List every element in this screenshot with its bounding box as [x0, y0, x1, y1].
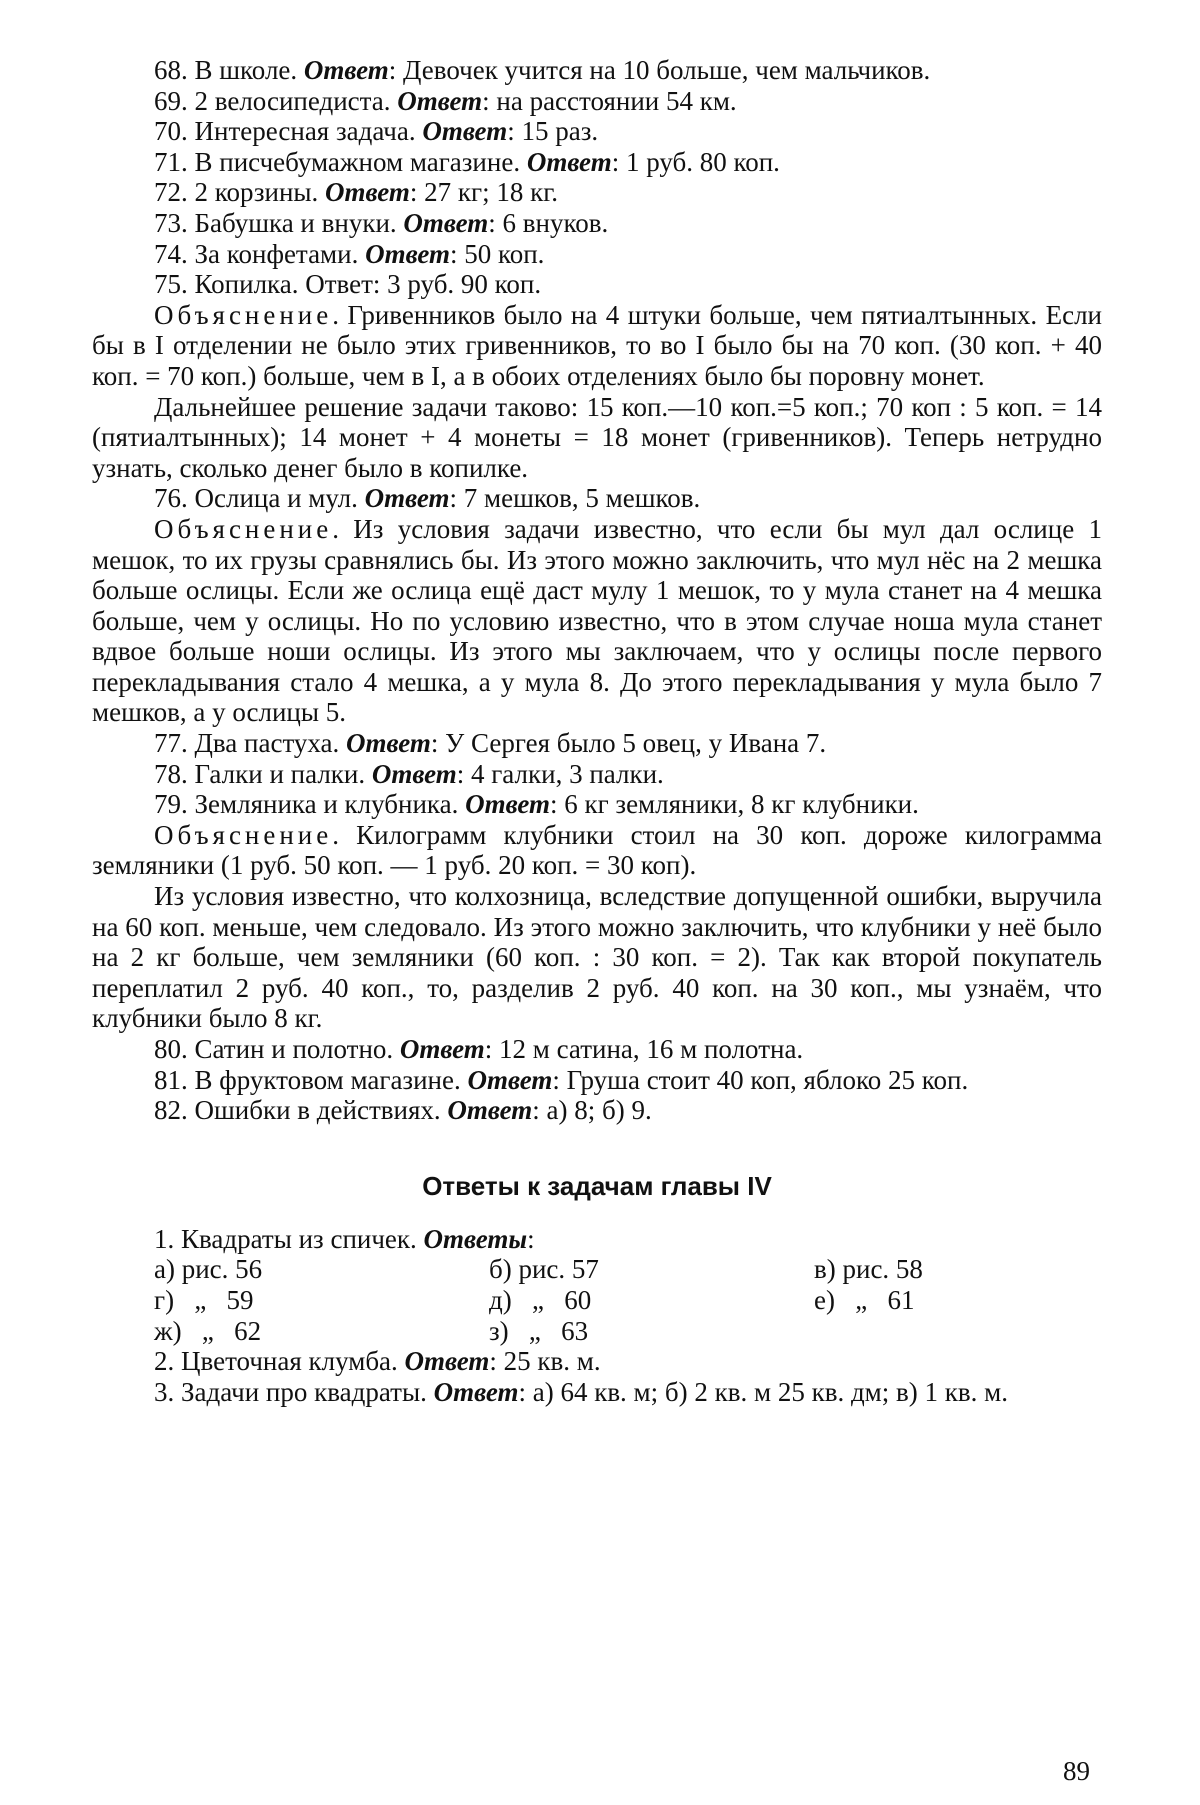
figure-ref: ж) „ 62 [154, 1315, 262, 1346]
answer-title: 1. Квадраты из спичек. [154, 1223, 424, 1254]
chapter-4-heading: Ответы к задачам главы IV [422, 1170, 772, 1201]
answer-label: Ответ [465, 789, 550, 820]
answer-title: 82. Ошибки в действиях. [154, 1095, 448, 1126]
answer-label: Ответ [365, 238, 450, 269]
answer-value: : 3 руб. 90 коп. [372, 269, 542, 300]
answer-title: 71. В писчебумажном магазине. [154, 146, 527, 177]
answer-75 [92, 269, 1102, 300]
answer-title: 78. Галки и палки. [154, 758, 372, 789]
answer-title: 68. В школе. [154, 55, 304, 85]
answer-82 [92, 1095, 1102, 1126]
answer-value: : 12 м сатина, 16 м полотна. [484, 1034, 804, 1064]
figure-ref: е) „ 61 [814, 1284, 915, 1315]
answer-73 [92, 208, 1102, 239]
answer-78 [92, 759, 1102, 790]
answer-ch4-1 [92, 1224, 1102, 1255]
answer-77 [92, 728, 1102, 759]
answer-label: Ответ [403, 207, 489, 238]
answer-ch4-3 [92, 1377, 1102, 1408]
answer-label: Ответ [447, 1095, 533, 1126]
explanation-75-part1 [92, 300, 1102, 392]
figure-ref: б) рис. 57 [489, 1254, 599, 1285]
explanation-label: Объяснение [154, 513, 333, 544]
answer-71 [92, 147, 1102, 178]
figures-grid [154, 1254, 1102, 1346]
answer-title: 2. Цветочная клумба. [154, 1346, 405, 1377]
figure-ref: в) рис. 58 [814, 1254, 923, 1285]
answer-value: : а) 64 кв. м; б) 2 кв. м 25 кв. дм; в) 1 кв. м. [518, 1376, 1008, 1407]
answer-80 [92, 1034, 1102, 1065]
answer-label: Ответ [303, 55, 389, 85]
answer-value: : 4 галки, 3 палки. [456, 758, 664, 789]
answer-label: Ответ [364, 483, 450, 514]
explanation-79-part2 [92, 881, 1102, 1034]
figure-ref: а) рис. 56 [154, 1254, 263, 1285]
answer-value: : Груша стоит 40 коп, яблоко 25 коп. [552, 1064, 969, 1095]
answer-label: Ответ [526, 146, 612, 177]
page-number: 89 [1063, 1756, 1090, 1786]
answer-value: : [527, 1223, 535, 1254]
answer-label: Ответ [399, 1034, 485, 1064]
explanation-label: Объяснение [154, 819, 333, 850]
answer-value: : 1 руб. 80 коп. [611, 146, 780, 177]
figure-ref: з) „ 63 [489, 1315, 589, 1346]
answer-value: : 15 раз. [507, 116, 599, 147]
explanation-75-part2 [92, 392, 1102, 484]
answer-title: 80. Сатин и полотно. [154, 1034, 400, 1064]
answers-68-75 [92, 55, 1102, 300]
explanation-text: . Из условия задачи известно, что если бы мул дал ослице 1 мешок, то их грузы сравнялись бы. Из этого можно заключить, что мул нёс на 2 мешка больше ослицы. Если же ослица ещё даст мулу 1 мешок, то у мула станет на 4 мешка больше, чем у ослицы. Но по условию известно, что в этом случае ноша мула станет вдвое больше ноши ослицы. Из этого мы заключаем, что у ослицы после первого перекладывания стало 4 мешка, а у мула 8. До этого перекладывания у мула было 7 мешков, а у ослицы 5. [92, 513, 1102, 728]
answer-label: Ответ [404, 1346, 490, 1377]
answer-title: 77. Два пастуха. [154, 728, 347, 759]
answer-ch4-2 [92, 1346, 1102, 1377]
answer-value: : Девочек учится на 10 больше, чем мальчиков. [388, 55, 931, 85]
figure-ref: г) „ 59 [154, 1284, 254, 1315]
explanation-79-part1 [92, 820, 1102, 881]
answer-label: Ответ [397, 85, 483, 116]
answer-title: 70. Интересная задача. [154, 116, 423, 147]
answer-value: : а) 8; б) 9. [532, 1095, 652, 1126]
answer-label: Ответ [467, 1064, 553, 1095]
answer-76 [92, 483, 1102, 514]
answer-81 [92, 1065, 1102, 1096]
document-page [92, 55, 1102, 1407]
answer-label: Ответ [433, 1376, 519, 1407]
answer-value: : 6 кг земляники, 8 кг клубники. [549, 789, 919, 820]
answer-value: : 27 кг; 18 кг. [409, 177, 558, 208]
answer-title: 75. Копилка. [154, 269, 306, 300]
explanation-text: Из условия известно, что колхозница, вследствие допущенной ошибки, выручила на 60 коп. меньше, чем следовало. Из этого можно заключить, что клубники у неё было на 2 кг больше, чем земляники (60 коп. : 30 коп. = 2). Так как второй покупатель переплатил 2 руб. 40 коп., то, разделив 2 руб. 40 коп. на 30 коп., мы узнаём, что клубники было 8 кг. [92, 881, 1102, 1034]
explanation-text: . Гривенников было на 4 штуки больше, чем пятиалтынных. Если бы в I отделении не было этих гривенников, то во I было бы на 70 коп. (30 коп. + 40 коп. = 70 коп.) больше, чем в I, а в обоих отделениях было бы поровну монет. [92, 299, 1102, 391]
answer-value: : 7 мешков, 5 мешков. [449, 483, 701, 514]
answer-value: : 25 кв. м. [489, 1346, 601, 1377]
figure-ref [814, 1316, 1114, 1347]
answer-title: 69. 2 велосипедиста. [154, 85, 398, 116]
answer-72 [92, 177, 1102, 208]
answer-title: 3. Задачи про квадраты. [154, 1376, 434, 1407]
answer-value: : 6 внуков. [488, 207, 609, 238]
answer-value: : на расстоянии 54 км. [482, 85, 737, 116]
answer-label: Ответ [371, 758, 457, 789]
answer-title: 73. Бабушка и внуки. [154, 207, 404, 238]
answer-68 [92, 55, 1102, 86]
answer-label: Ответ [325, 177, 410, 208]
answer-title: 79. Земляника и клубника. [154, 789, 466, 820]
answer-title: 72. 2 корзины. [154, 177, 326, 208]
answer-74 [92, 239, 1102, 270]
answer-label: Ответ [305, 269, 373, 300]
answer-value: : 50 коп. [449, 238, 545, 269]
answer-label: Ответ [422, 116, 508, 147]
explanation-text: . Килограмм клубники стоил на 30 коп. дороже килограмма земляники (1 руб. 50 коп. — 1 руб. 20 коп. = 30 коп). [92, 819, 1102, 881]
answer-value: : У Сергея было 5 овец, у Ивана 7. [430, 728, 827, 759]
answer-79 [92, 789, 1102, 820]
figure-ref: д) „ 60 [489, 1284, 592, 1315]
answer-title: 76. Ослица и мул. [154, 483, 365, 514]
answer-title: 74. За конфетами. [154, 238, 366, 269]
answer-title: 81. В фруктовом магазине. [154, 1064, 468, 1095]
answer-70 [92, 116, 1102, 147]
answer-69 [92, 86, 1102, 117]
explanation-76 [92, 514, 1102, 728]
answer-label: Ответы [423, 1223, 528, 1254]
explanation-text: Дальнейшее решение задачи таково: 15 коп.—10 коп.=5 коп.; 70 коп : 5 коп. = 14 (пятиалтынных); 14 монет + 4 монеты = 18 монет (гривенников). Теперь нетрудно узнать, сколько денег было в копилке. [92, 391, 1102, 483]
answer-label: Ответ [346, 728, 431, 759]
explanation-label: Объяснение [154, 299, 333, 330]
